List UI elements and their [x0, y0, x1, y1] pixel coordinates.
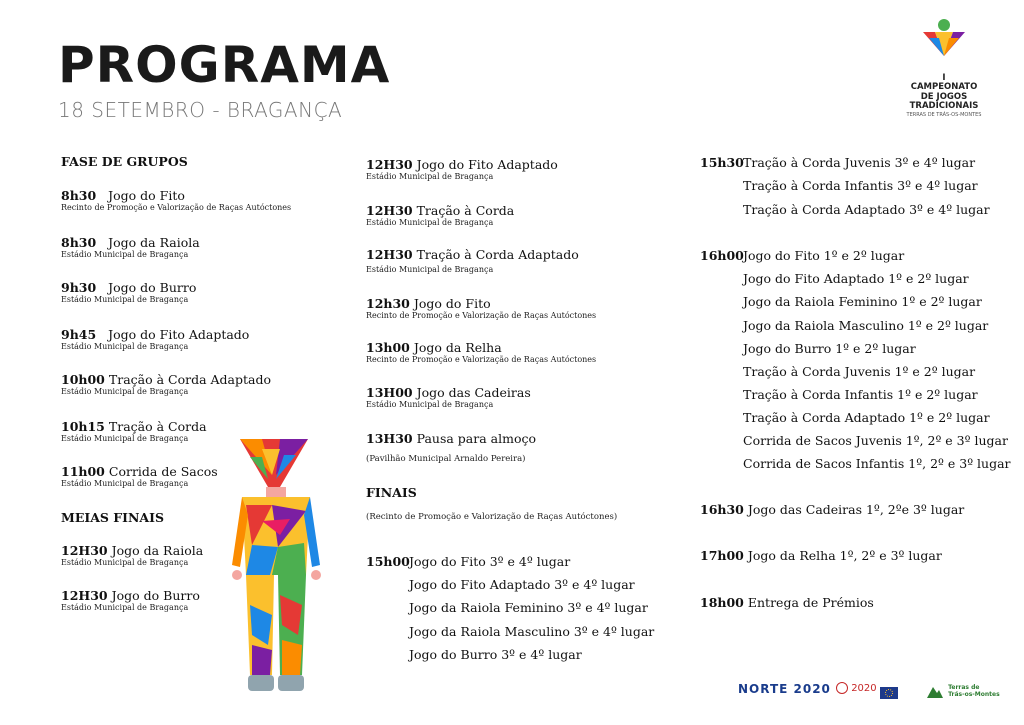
final-item: Jogo do Fito 1º e 2º lugar: [743, 248, 905, 263]
item-time: 9h30: [61, 280, 97, 295]
schedule-item: [61, 588, 200, 613]
item-name: Tração à Corda Adaptado: [108, 372, 271, 387]
item-name: Corrida de Sacos: [108, 464, 218, 479]
logo-line4: TERRAS DE TRÁS-OS-MONTES: [906, 112, 982, 119]
item-time: 12H30: [61, 543, 108, 558]
schedule-item: [366, 157, 558, 182]
item-name: Jogo do Fito: [108, 188, 185, 203]
schedule-item: [700, 595, 874, 610]
item-time: 8h30: [61, 188, 97, 203]
terras-line2: Trás-os-Montes: [948, 691, 1000, 698]
item-name: Jogo do Burro: [108, 280, 197, 295]
section-fase-grupos: FASE DE GRUPOS: [61, 154, 188, 169]
item-location: Estádio Municipal de Bragança: [366, 218, 494, 227]
item-name: Entrega de Prémios: [747, 595, 874, 610]
item-name: Pausa para almoço: [416, 431, 536, 446]
item-location: (Pavilhão Municipal Arnaldo Pereira): [366, 454, 526, 464]
schedule-item: [61, 543, 203, 568]
logo-numeral: I: [942, 73, 946, 83]
item-time: 12H30: [366, 157, 413, 172]
item-location: Estádio Municipal de Bragança: [61, 479, 189, 488]
schedule-item: [61, 419, 207, 444]
page-title: PROGRAMA: [58, 36, 391, 94]
item-time: 13H00: [366, 385, 413, 400]
schedule-item: [61, 235, 200, 260]
schedule-item: [61, 372, 271, 397]
portugal2020-logo: [836, 682, 877, 694]
item-location: Estádio Municipal de Bragança: [61, 295, 189, 304]
item-time: 11h00: [61, 464, 105, 479]
item-time: 15h30: [700, 155, 744, 170]
group-time: [700, 155, 744, 170]
schedule-item: [366, 340, 596, 365]
finais-time: [366, 554, 410, 569]
terras-logo: [927, 684, 1000, 703]
item-name: Jogo da Relha 1º, 2º e 3º lugar: [747, 548, 942, 563]
item-time: 12h30: [366, 296, 410, 311]
finais-item: Jogo da Raiola Masculino 3º e 4º lugar: [409, 624, 655, 639]
event-logo: [900, 18, 988, 118]
item-name: Tração à Corda: [108, 419, 207, 434]
item-time: 10h15: [61, 419, 105, 434]
final-item: Jogo da Raiola Feminino 1º e 2º lugar: [743, 294, 982, 309]
item-name: Jogo do Burro: [111, 588, 200, 603]
item-location: Estádio Municipal de Bragança: [61, 250, 189, 259]
item-name: Jogo da Relha: [413, 340, 502, 355]
portugal-mark-icon: [836, 682, 848, 694]
terras-line1: Terras de: [948, 684, 980, 691]
item-time: 15h00: [366, 554, 410, 569]
item-time: 10h00: [61, 372, 105, 387]
item-location: Estádio Municipal de Bragança: [61, 342, 189, 351]
schedule-item: [61, 188, 291, 213]
final-item: Tração à Corda Infantis 3º e 4º lugar: [743, 178, 978, 193]
item-location: Estádio Municipal de Bragança: [366, 172, 494, 181]
item-name: Jogo do Fito Adaptado: [108, 327, 250, 342]
mountain-icon: [927, 684, 943, 698]
item-time: 13h00: [366, 340, 410, 355]
norte2020-logo: NORTE 2020: [738, 682, 831, 696]
finais-item: Jogo do Fito 3º e 4º lugar: [409, 554, 571, 569]
item-time: 8h30: [61, 235, 97, 250]
item-location: Recinto de Promoção e Valorização de Raças Autóctones: [366, 311, 597, 320]
section-finais: FINAIS: [366, 485, 417, 500]
item-time: 16h30: [700, 502, 744, 517]
item-location: Estádio Municipal de Bragança: [61, 434, 189, 443]
item-name: Tração à Corda Adaptado: [416, 247, 579, 262]
item-location: Estádio Municipal de Bragança: [366, 400, 494, 409]
eu-flag-icon: [880, 684, 898, 703]
item-location: Estádio Municipal de Bragança: [61, 603, 189, 612]
final-item: Corrida de Sacos Juvenis 1º, 2º e 3º lugar: [743, 433, 1008, 448]
item-name: Jogo do Fito Adaptado: [416, 157, 558, 172]
item-time: 12H30: [366, 247, 413, 262]
item-name: Jogo das Cadeiras: [416, 385, 531, 400]
schedule-item: [700, 548, 942, 563]
item-time: 12H30: [366, 203, 413, 218]
schedule-item: [366, 385, 531, 410]
final-item: Corrida de Sacos Infantis 1º, 2º e 3º lugar: [743, 456, 1011, 471]
final-item: Jogo do Burro 1º e 2º lugar: [743, 341, 916, 356]
item-name: Jogo da Raiola: [111, 543, 204, 558]
item-location: Estádio Municipal de Bragança: [61, 387, 189, 396]
final-item: Tração à Corda Infantis 1º e 2º lugar: [743, 387, 978, 402]
logo-figure-icon: [919, 18, 969, 70]
item-time: 18h00: [700, 595, 744, 610]
schedule-item: [366, 203, 514, 228]
schedule-item: [700, 502, 964, 517]
item-name: Tração à Corda: [416, 203, 515, 218]
page-subtitle: 18 SETEMBRO - BRAGANÇA: [58, 98, 343, 122]
final-item: Tração à Corda Adaptado 3º e 4º lugar: [743, 202, 990, 217]
item-time: 16h00: [700, 248, 744, 263]
final-item: Jogo do Fito Adaptado 1º e 2º lugar: [743, 271, 969, 286]
logo-line2: DE JOGOS: [920, 91, 968, 102]
portugal2020-text: 2020: [851, 683, 877, 694]
finais-location: (Recinto de Promoção e Valorização de Raças Autóctones): [366, 512, 618, 522]
finais-item: Jogo do Burro 3º e 4º lugar: [409, 647, 582, 662]
item-name: Jogo das Cadeiras 1º, 2ºe 3º lugar: [747, 502, 965, 517]
logo-line3: TRADICIONAIS: [909, 101, 979, 112]
schedule-item: [366, 296, 596, 321]
item-location: Recinto de Promoção e Valorização de Raças Autóctones: [61, 203, 292, 212]
mascot-figure-icon: [232, 435, 322, 697]
schedule-item: [61, 464, 218, 489]
final-item: Tração à Corda Adaptado 1º e 2º lugar: [743, 410, 990, 425]
group-time: [700, 248, 744, 263]
item-location: Estádio Municipal de Bragança: [61, 558, 189, 567]
schedule-item: [61, 327, 249, 352]
finais-item: Jogo do Fito Adaptado 3º e 4º lugar: [409, 577, 635, 592]
item-time: 13H30: [366, 431, 413, 446]
item-time: 12H30: [61, 588, 108, 603]
item-time: 17h00: [700, 548, 744, 563]
schedule-item: [366, 247, 579, 275]
logo-line1: CAMPEONATO: [910, 82, 978, 93]
item-name: Jogo da Raiola: [108, 235, 200, 250]
schedule-item: [61, 280, 196, 305]
final-item: Jogo da Raiola Masculino 1º e 2º lugar: [743, 318, 989, 333]
finais-item: Jogo da Raiola Feminino 3º e 4º lugar: [409, 600, 648, 615]
final-item: Tração à Corda Juvenis 3º e 4º lugar: [743, 155, 976, 170]
item-location: Recinto de Promoção e Valorização de Raças Autóctones: [366, 355, 597, 364]
item-name: Jogo do Fito: [413, 296, 491, 311]
final-item: Tração à Corda Juvenis 1º e 2º lugar: [743, 364, 976, 379]
item-time: 9h45: [61, 327, 97, 342]
item-location: Estádio Municipal de Bragança: [366, 265, 494, 274]
schedule-item: [366, 431, 536, 464]
section-meias-finais: MEIAS FINAIS: [61, 510, 165, 525]
